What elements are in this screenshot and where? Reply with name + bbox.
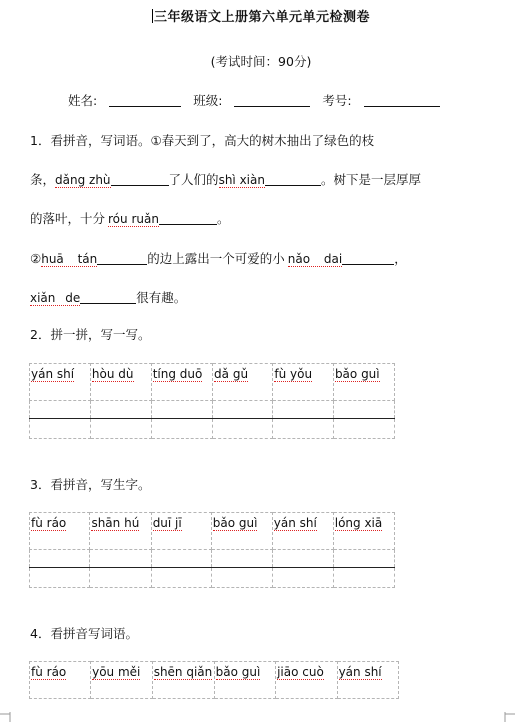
answer-blank[interactable]: [80, 291, 136, 304]
answer-blank[interactable]: [265, 173, 321, 186]
write-cell[interactable]: [90, 568, 151, 588]
answer-blank[interactable]: [111, 173, 169, 186]
write-cell[interactable]: [151, 550, 211, 568]
grid-cell: bǎo guì: [333, 364, 394, 401]
exam-time: (考试时间：90分): [210, 54, 312, 69]
q2-writing-grid: [29, 363, 395, 439]
q1-line-2: 条，dǎng zhù 了人们的shì xiàn 。树下是一层厚厚: [30, 172, 421, 187]
grid-cell: yán shí: [337, 662, 398, 699]
student-info-row: [68, 91, 440, 109]
write-cell[interactable]: [333, 568, 394, 588]
grid-cell: fù ráo: [30, 662, 91, 699]
write-cell[interactable]: [211, 550, 272, 568]
grid-cell: yán shí: [30, 364, 91, 401]
name-label: 姓名:: [68, 93, 98, 108]
q4-title: 4．看拼音写词语。: [30, 626, 138, 641]
pinyin-prompt: róu ruǎn: [108, 212, 159, 226]
text-cursor: [152, 9, 153, 23]
q1-line-5: xiǎn de 很有趣。: [30, 290, 187, 305]
class-label: 班级:: [193, 93, 223, 108]
document-title: 三年级语文上册第六单元单元检测卷: [153, 10, 370, 25]
name-blank[interactable]: [109, 94, 181, 107]
number-label: 考号:: [322, 93, 352, 108]
write-cell[interactable]: [333, 550, 394, 568]
write-cell[interactable]: [151, 419, 212, 439]
answer-blank[interactable]: [97, 252, 147, 265]
grid-cell: bǎo guì: [214, 662, 275, 699]
grid-cell: lóng xiā: [333, 513, 394, 550]
write-cell[interactable]: [151, 401, 212, 419]
grid-cell: jiāo cuò: [276, 662, 338, 699]
write-cell[interactable]: [213, 401, 273, 419]
write-cell[interactable]: [272, 568, 333, 588]
corner-mark-icon: [503, 712, 515, 722]
grid-cell: hòu dù: [90, 364, 151, 401]
write-cell[interactable]: [30, 401, 91, 419]
pinyin-prompt: xiǎn de: [30, 291, 81, 305]
answer-blank[interactable]: [159, 212, 217, 225]
write-cell[interactable]: [211, 568, 272, 588]
write-cell[interactable]: [30, 550, 90, 568]
q1-line-3: 的落叶，十分 róu ruǎn 。: [30, 211, 230, 226]
number-blank[interactable]: [364, 94, 440, 107]
class-blank[interactable]: [234, 94, 310, 107]
write-cell[interactable]: [30, 419, 91, 439]
q3-title: 3．看拼音，写生字。: [30, 477, 151, 492]
grid-cell: yōu měi: [91, 662, 153, 699]
pinyin-prompt: shì xiàn: [218, 173, 265, 187]
pinyin-prompt: nǎo dai: [287, 252, 343, 266]
write-cell[interactable]: [90, 401, 151, 419]
q2-title: 2．拼一拼，写一写。: [30, 327, 151, 342]
write-cell[interactable]: [151, 568, 211, 588]
write-cell[interactable]: [333, 419, 394, 439]
grid-cell: fù ráo: [30, 513, 90, 550]
pinyin-prompt: dǎng zhù: [55, 173, 111, 187]
answer-blank[interactable]: [342, 252, 394, 265]
q1-line-1: 1．看拼音，写词语。①春天到了，高大的树木抽出了绿色的枝: [30, 133, 375, 148]
write-cell[interactable]: [213, 419, 273, 439]
write-cell[interactable]: [273, 401, 334, 419]
write-cell[interactable]: [90, 550, 151, 568]
write-cell[interactable]: [30, 568, 90, 588]
grid-cell: dǎ gǔ: [213, 364, 273, 401]
corner-mark-icon: [0, 712, 12, 722]
q4-writing-grid: [29, 661, 399, 699]
grid-cell: shēn qiǎn: [152, 662, 214, 699]
write-cell[interactable]: [333, 401, 394, 419]
q1-line-4: ②huā tán 的边上露出一个可爱的小 nǎo dai ，: [30, 251, 407, 266]
write-cell[interactable]: [90, 419, 151, 439]
grid-cell: bǎo guì: [211, 513, 272, 550]
write-cell[interactable]: [272, 550, 333, 568]
grid-cell: tíng duō: [151, 364, 212, 401]
grid-cell: duī jī: [151, 513, 211, 550]
grid-cell: yán shí: [272, 513, 333, 550]
pinyin-prompt: huā tán: [41, 252, 98, 266]
grid-cell: fù yǒu: [273, 364, 334, 401]
write-cell[interactable]: [273, 419, 334, 439]
q3-writing-grid: [29, 512, 395, 588]
grid-cell: shān hú: [90, 513, 151, 550]
